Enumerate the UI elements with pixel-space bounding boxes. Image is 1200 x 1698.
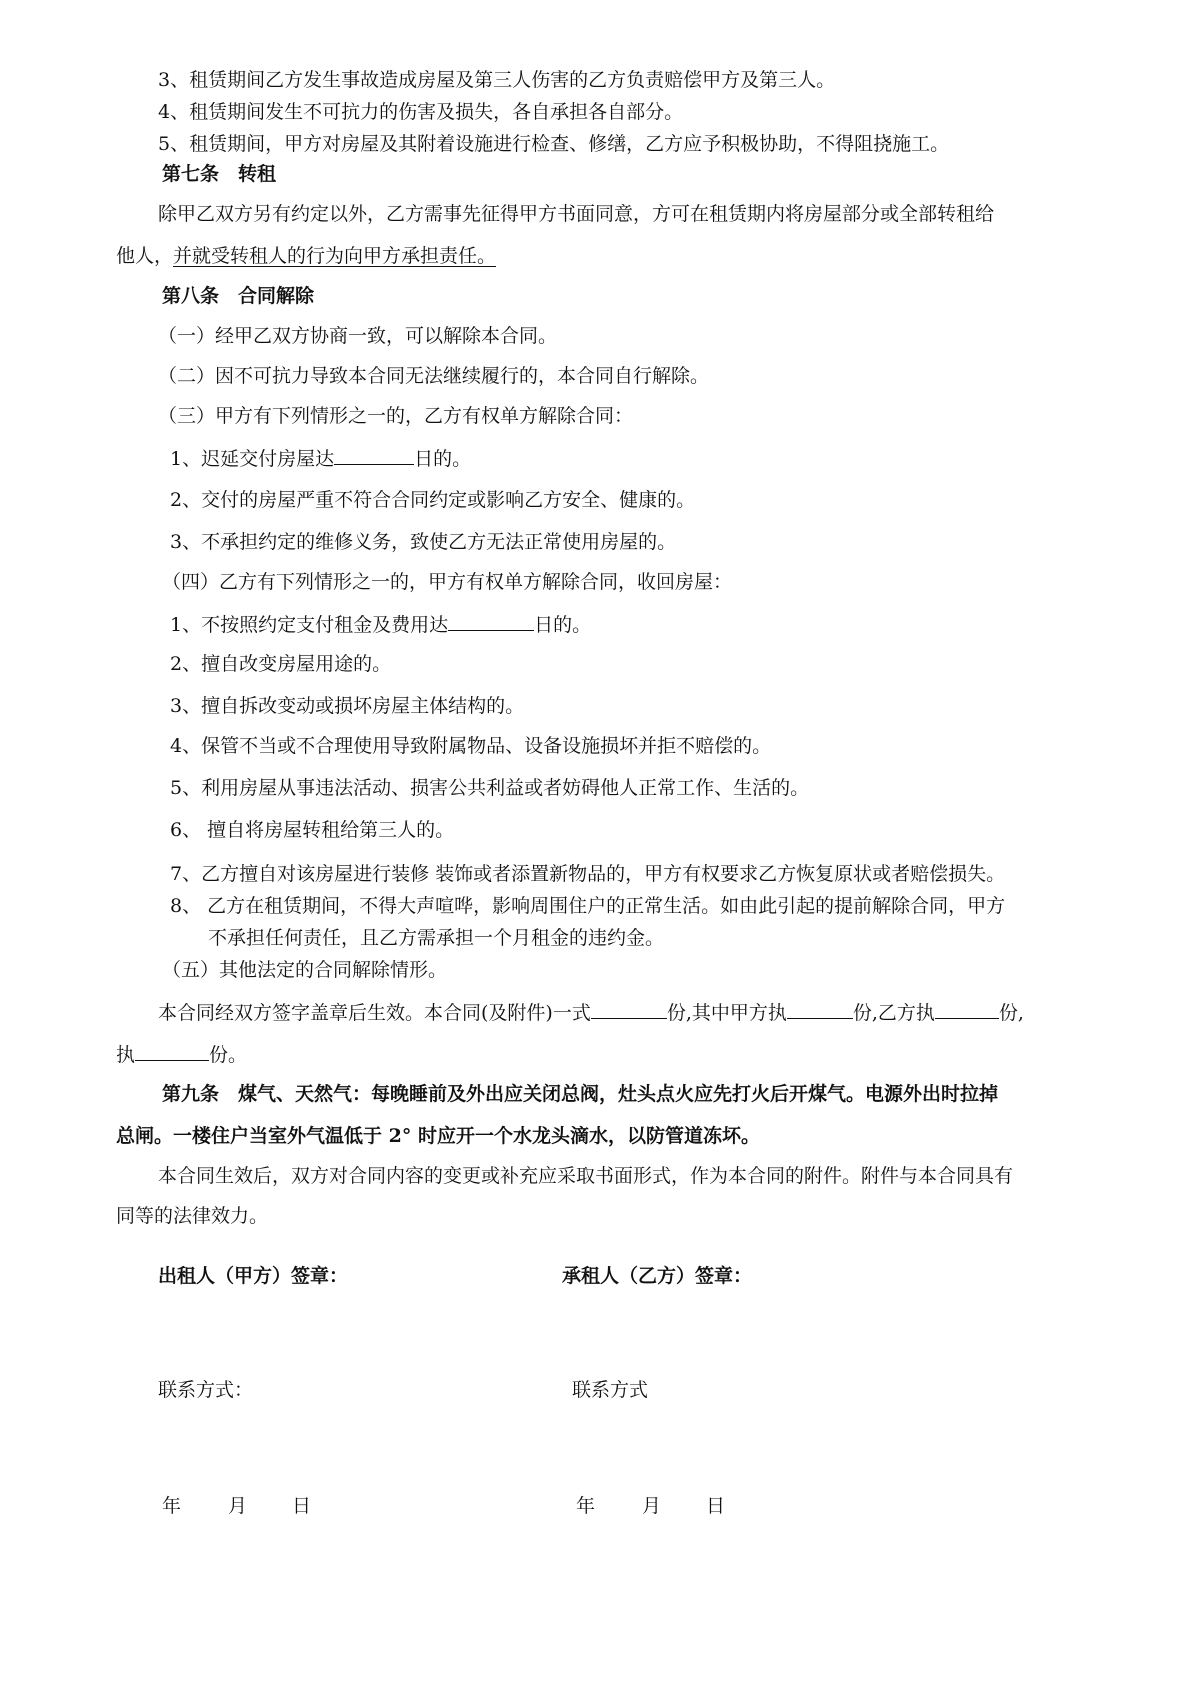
clause-8-3-sub-1: 1、迟延交付房屋达 日的。	[170, 448, 472, 470]
blank-field[interactable]	[135, 1042, 209, 1061]
lessee-signature-label: 承租人（乙方）签章：	[562, 1265, 753, 1287]
lessee-date-day: 日	[706, 1495, 726, 1517]
clause-8-3-sub-2: 2、交付的房屋严重不符合合同约定或影响乙方安全、健康的。	[170, 489, 696, 511]
lessor-signature-label: 出租人（甲方）签章：	[158, 1265, 349, 1287]
clause-7-paragraph-line-2: 他人，并就受转租人的行为向甲方承担责任。	[116, 245, 497, 267]
blank-field[interactable]	[787, 1000, 853, 1019]
clause-8-item-4: （四）乙方有下列情形之一的，甲方有权单方解除合同，收回房屋：	[162, 571, 733, 593]
amendment-line-2: 同等的法律效力。	[116, 1205, 269, 1227]
clause-6-item-5: 5、租赁期间，甲方对房屋及其附着设施进行检查、修缮，乙方应予积极协助，不得阻挠施工。	[158, 133, 950, 155]
lessor-date-day: 日	[292, 1495, 312, 1517]
lessee-date-month: 月	[642, 1495, 662, 1517]
clause-8-4-sub-4: 4、保管不当或不合理使用导致附属物品、设备设施损坏并拒不赔偿的。	[170, 735, 772, 757]
lessor-contact-label: 联系方式：	[158, 1379, 254, 1401]
clause-7-paragraph-line-1: 除甲乙双方另有约定以外，乙方需事先征得甲方书面同意，方可在租赁期内将房屋部分或全部转租给	[158, 203, 995, 225]
blank-field[interactable]	[935, 1000, 999, 1019]
clause-9-line-2: 总闸。一楼住户当室外气温低于 2° 时应开一个水龙头滴水，以防管道冻坏。	[116, 1125, 760, 1147]
blank-field[interactable]	[448, 612, 534, 631]
clause-8-4-sub-8-line-1: 8、 乙方在租赁期间，不得大声喧哗，影响周围住户的正常生活。如由此引起的提前解除合同，甲方	[170, 895, 1006, 917]
lessor-date-month: 月	[228, 1495, 248, 1517]
copies-line-1: 本合同经双方签字盖章后生效。本合同(及附件)一式 份,其中甲方执 份,乙方执 份,	[158, 1002, 1024, 1024]
clause-8-4-sub-2: 2、擅自改变房屋用途的。	[170, 653, 392, 675]
clause-8-4-sub-8-line-2: 不承担任何责任，且乙方需承担一个月租金的违约金。	[208, 927, 665, 949]
clause-8-item-5: （五）其他法定的合同解除情形。	[162, 959, 448, 981]
clause-8-4-sub-7: 7、乙方擅自对该房屋进行装修 装饰或者添置新物品的，甲方有权要求乙方恢复原状或者赔偿损失。	[170, 863, 1006, 885]
clause-8-3-sub-3: 3、不承担约定的维修义务，致使乙方无法正常使用房屋的。	[170, 531, 677, 553]
blank-field[interactable]	[591, 1000, 667, 1019]
clause-6-item-4: 4、租赁期间发生不可抗力的伤害及损失，各自承担各自部分。	[158, 101, 684, 123]
clause-8-item-1: （一）经甲乙双方协商一致，可以解除本合同。	[158, 325, 558, 347]
clause-7-heading: 第七条 转租	[162, 163, 277, 185]
clause-6-item-3: 3、租赁期间乙方发生事故造成房屋及第三人伤害的乙方负责赔偿甲方及第三人。	[158, 69, 836, 91]
lessee-contact-label: 联系方式	[572, 1379, 649, 1401]
amendment-line-1: 本合同生效后，双方对合同内容的变更或补充应采取书面形式，作为本合同的附件。附件与本合同具有	[158, 1165, 1014, 1187]
clause-8-4-sub-6: 6、 擅自将房屋转租给第三人的。	[170, 819, 455, 841]
clause-8-4-sub-3: 3、擅自拆改变动或损坏房屋主体结构的。	[170, 695, 525, 717]
clause-8-item-2: （二）因不可抗力导致本合同无法继续履行的，本合同自行解除。	[158, 365, 710, 387]
clause-9-line-1: 第九条 煤气、天然气：每晚睡前及外出应关闭总阀，灶头点火应先打火后开煤气。电源外出时拉掉	[162, 1083, 999, 1105]
clause-8-item-3: （三）甲方有下列情形之一的，乙方有权单方解除合同：	[158, 405, 634, 427]
underlined-clause: 并就受转租人的行为向甲方承担责任。	[173, 245, 497, 267]
blank-field[interactable]	[334, 446, 414, 465]
lessee-date-year: 年	[576, 1495, 596, 1517]
copies-line-2: 执 份。	[116, 1044, 248, 1066]
clause-8-4-sub-5: 5、利用房屋从事违法活动、损害公共利益或者妨碍他人正常工作、生活的。	[170, 777, 810, 799]
clause-8-heading: 第八条 合同解除	[162, 285, 315, 307]
clause-8-4-sub-1: 1、不按照约定支付租金及费用达 日的。	[170, 614, 592, 636]
lessor-date-year: 年	[162, 1495, 182, 1517]
